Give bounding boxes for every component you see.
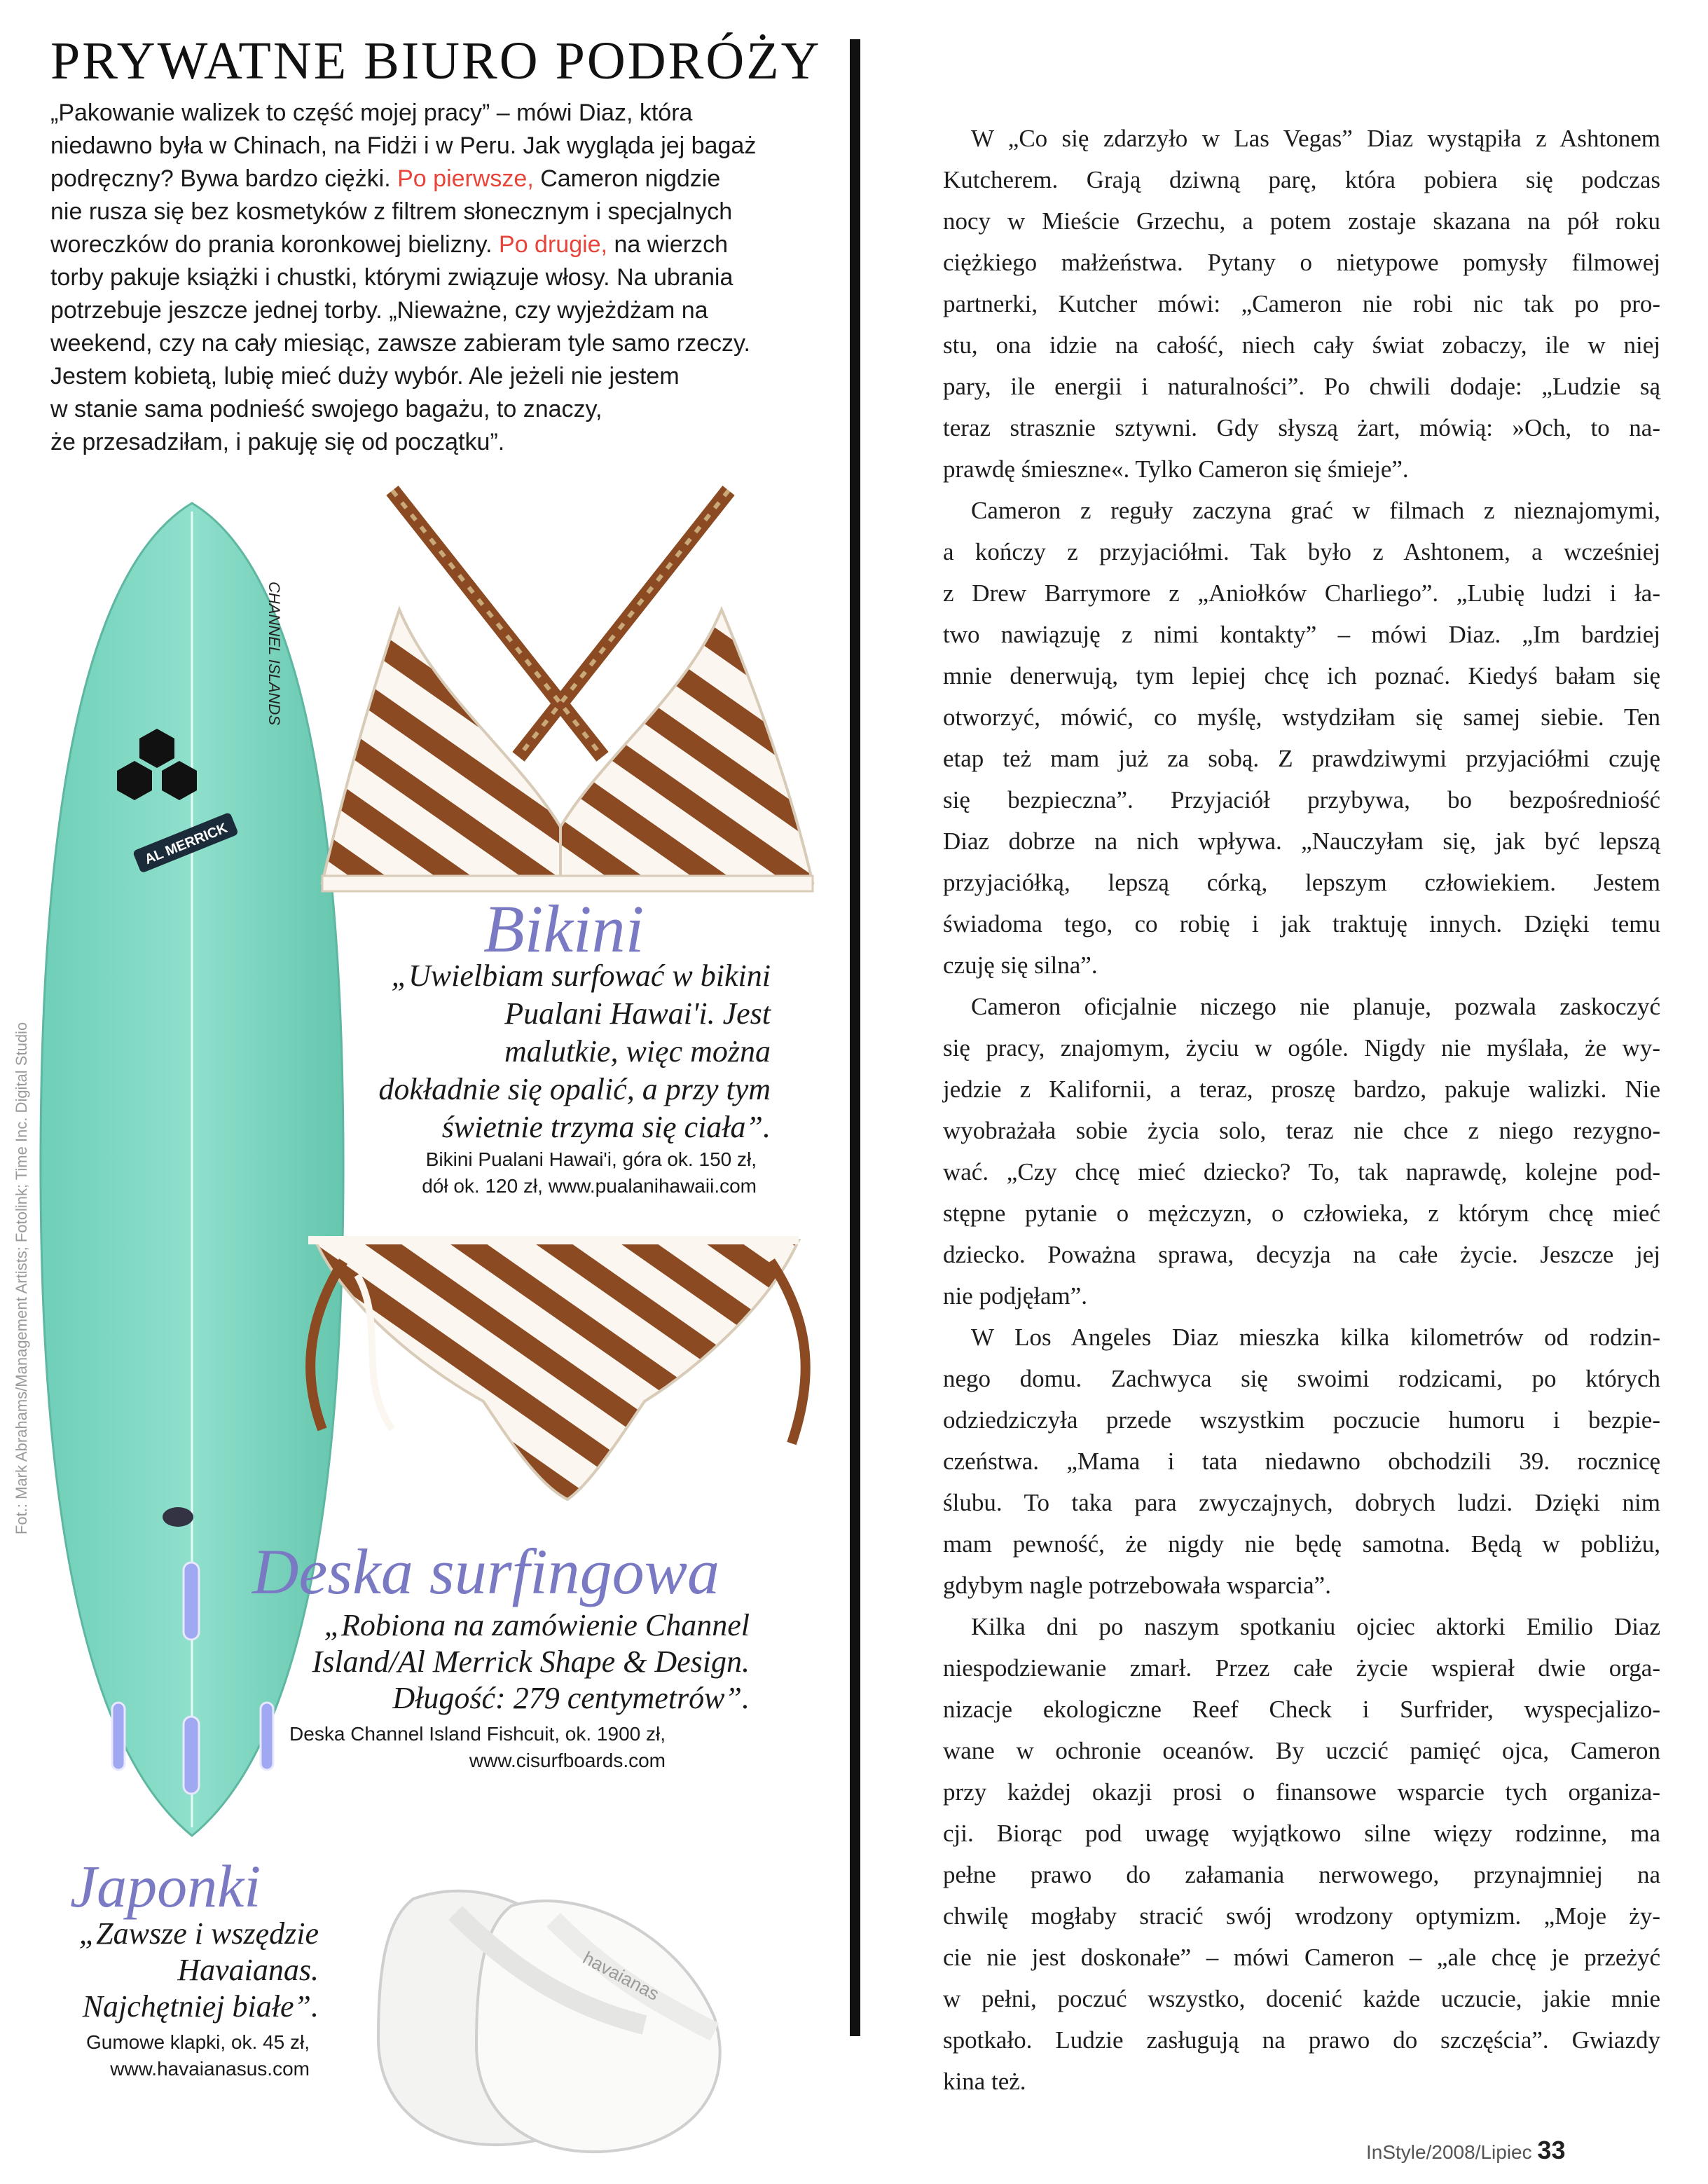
article-line: nie podjęłam”. <box>943 1282 1088 1310</box>
intro-line <box>50 360 807 393</box>
flipflops-title: Japonki <box>70 1853 261 1920</box>
bikini-top-image <box>308 462 841 897</box>
article-line: prawdę śmieszne«. Tylko Cameron się śmieje”. <box>943 455 1409 483</box>
text-line: malutkie, więc można <box>504 1034 771 1069</box>
article-line: się pracy, znajomym, życiu w ogóle. Nigdy nie myślała, że wy- <box>943 1034 1660 1062</box>
article-line: Cameron z reguły zaczyna grać w filmach z nieznajomymi, <box>971 497 1660 524</box>
article-line: otworzyć, mówić, co myślę, wstydziłam się samej siebie. Ten <box>943 703 1660 731</box>
article-line: czeństwa. „Mama i tata niedawno obchodzili 39. rocznicę <box>943 1448 1660 1475</box>
intro-line <box>50 393 807 426</box>
article-line: ślubu. To taka para zwyczajnych, dobrych ludzi. Dzięki nim <box>943 1489 1660 1516</box>
board-brand-text: CHANNEL ISLANDS <box>266 582 283 725</box>
article-line: w pełni, poczuć wszystko, docenić każde uczucie, jakie mnie <box>943 1985 1660 2012</box>
intro-text: na wierzch <box>607 231 728 258</box>
intro-line <box>50 195 807 228</box>
article-line: mnie denerwują, tym lepiej chcę ich poznać. Kiedyś bałam się <box>943 662 1660 689</box>
intro-line <box>50 327 807 360</box>
article-line: dziecko. Poważna sprawa, decyzja na całe życie. Jeszcze jej <box>943 1241 1660 1268</box>
article-line: two nawiązuję z nimi kontakty” – mówi Diaz. „Im bardziej <box>943 621 1660 648</box>
board-merrick-text: AL MERRICK <box>142 820 230 868</box>
intro-text: Cameron nigdzie <box>533 165 721 192</box>
article-line: stępne pytanie o mężczyzn, o człowieka, z którym chcę mieć <box>943 1200 1660 1227</box>
text-line: „Zawsze i wszędzie <box>78 1916 319 1951</box>
article-line: Cameron oficjalnie niczego nie planuje, pozwala zaskoczyć <box>971 993 1660 1020</box>
footer-magazine: InStyle <box>1366 2141 1426 2163</box>
text-line: Island/Al Merrick Shape & Design. <box>312 1644 750 1679</box>
article-line: partnerki, Kutcher mówi: „Cameron nie robi nic tak po pro- <box>943 290 1660 317</box>
intro-line <box>50 163 807 195</box>
article-line: niespodziewanie zmarł. Przez całe życie wspierał dwie orga- <box>943 1654 1660 1682</box>
article-line: wać. „Czy chcę mieć dziecko? To, tak naprawdę, kolejne pod- <box>943 1158 1660 1186</box>
intro-highlight: Po pierwsze, <box>397 165 534 192</box>
article-body <box>943 118 1660 2102</box>
bikini-caption <box>336 1146 757 1200</box>
article-line: ciężkiego małżeństwa. Pytany o nietypowe pomysły filmowej <box>943 249 1660 276</box>
footer-year: 2008 <box>1431 2141 1475 2163</box>
text-line: Długość: 279 centymetrów”. <box>392 1681 750 1715</box>
article-line: świadoma tego, co robię i jak traktuję innych. Dzięki temu <box>943 910 1660 938</box>
surfboard-quote <box>266 1607 750 1717</box>
column-divider <box>850 39 860 2036</box>
flipflops-strap-text: havaianas <box>579 1946 663 2005</box>
sidebar-intro <box>50 97 807 459</box>
text-line: „Robiona na zamówienie Channel <box>324 1608 750 1642</box>
intro-line <box>50 130 807 163</box>
article-line: chwilę mogłaby stracić swój wrodzony optymizm. „Moje ży- <box>943 1902 1660 1930</box>
text-line: Najchętniej białe”. <box>82 1989 319 2024</box>
flipflops-quote <box>42 1916 319 2025</box>
text-line: www.havaianasus.com <box>110 2058 310 2080</box>
text-line: Havaianas. <box>177 1953 319 1987</box>
article-line: cji. Biorąc pod uwagę wyjątkowo silne więzy rodzinne, ma <box>943 1820 1660 1847</box>
flipflops-caption <box>42 2029 310 2082</box>
article-line: Kutcherem. Grają dziwną parę, która pobiera się podczas <box>943 166 1660 193</box>
intro-line <box>50 426 807 459</box>
article-line: Kilka dni po naszym spotkaniu ojciec aktorki Emilio Diaz <box>971 1613 1660 1640</box>
intro-text: „Pakowanie walizek to część mojej pracy” – mówi Diaz, która <box>50 99 693 126</box>
article-line: gdybym nagle potrzebowała wsparcia”. <box>943 1572 1331 1599</box>
article-line: wyobrażała sobie życia solo, teraz nie chce z niego rezygno- <box>943 1117 1660 1144</box>
article-line: pary, ile energii i naturalności”. Po chwili dodaje: „Ludzie są <box>943 373 1660 400</box>
article-line: teraz strasznie sztywni. Gdy słyszą żart, mówią: »Och, to na- <box>943 414 1660 441</box>
article-line: etap też mam już za sobą. Z prawdziwymi przyjaciółmi czuję <box>943 745 1660 772</box>
text-line: dół ok. 120 zł, www.pualanihawaii.com <box>422 1175 757 1197</box>
intro-text: podręczny? Bywa bardzo ciężki. <box>50 165 398 192</box>
text-line: Pualani Hawai'i. Jest <box>504 996 771 1031</box>
article-line: kina też. <box>943 2068 1026 2095</box>
article-line: pełne prawo do załamania nerwowego, przynajmniej na <box>943 1861 1660 1888</box>
article-line: mam pewność, że nigdy nie będę samotna. Będą w pobliżu, <box>943 1530 1660 1558</box>
intro-text: Jestem kobietą, lubię mieć duży wybór. Ale jeżeli nie jestem <box>50 363 680 390</box>
article-line: W Los Angeles Diaz mieszka kilka kilometrów od rodzin- <box>971 1324 1660 1351</box>
article-line: się bezpieczna”. Przyjaciół przybywa, bo bezpośredniość <box>943 786 1660 813</box>
surfboard-title: Deska surfingowa <box>252 1536 719 1607</box>
article-line: nizacje ekologiczne Reef Check i Surfrider, wyspecjalizo- <box>943 1696 1660 1723</box>
text-line: Deska Channel Island Fishcuit, ok. 1900 zł, <box>289 1723 666 1745</box>
article-line: z Drew Barrymore z „Aniołków Charliego”. „Lubię ludzi i ła- <box>943 579 1660 607</box>
article-line: a kończy z przyjaciółmi. Tak było z Ashtonem, a wcześniej <box>943 538 1660 565</box>
intro-text: w stanie sama podnieść swojego bagażu, to znaczy, <box>50 396 602 423</box>
intro-text: weekend, czy na cały miesiąc, zawsze zabieram tyle samo rzeczy. <box>50 330 750 357</box>
article-line: spotkało. Ludzie zasługują na prawo do szczęścia”. Gwiazdy <box>943 2026 1660 2054</box>
svg-text:Fot.: Mark Abrahams/Management: Fot.: Mark Abrahams/Management Artists; Fotolink; Time Inc. Digital Studio <box>13 1022 30 1534</box>
photo-credit <box>7 834 35 1534</box>
page-number: 33 <box>1537 2136 1566 2164</box>
intro-line <box>50 228 807 261</box>
article-line: cie nie jest doskonałe” – mówi Cameron – „ale chcę je przeżyć <box>943 1944 1660 1971</box>
intro-highlight: Po drugie, <box>499 231 608 258</box>
article-line: wane w ochronie oceanów. By uczcić pamięć ojca, Cameron <box>943 1737 1660 1764</box>
flipflops-image <box>350 1857 841 2179</box>
article-line: jedzie z Kalifornii, a teraz, proszę bardzo, pakuje walizki. Nie <box>943 1076 1660 1103</box>
article-line: W „Co się zdarzyło w Las Vegas” Diaz wystąpiła z Ashtonem <box>971 125 1660 152</box>
bikini-bottom-image <box>280 1219 827 1513</box>
article-line: nego domu. Zachwyca się swoimi rodzicami, po których <box>943 1365 1660 1392</box>
page-footer: InStyle/2008/Lipiec 33 <box>1366 2136 1566 2164</box>
article-line: stu, ona idzie na całość, niech cały świat zobaczy, ile w niej <box>943 331 1660 359</box>
intro-text: woreczków do prania koronkowej bielizny. <box>50 231 500 258</box>
bikini-title: Bikini <box>483 891 645 966</box>
footer-month: Lipiec <box>1480 2141 1532 2163</box>
article-line: nocy w Mieście Grzechu, a potem zostaje skazana na pół roku <box>943 207 1660 235</box>
article-line: czuję się silna”. <box>943 952 1098 979</box>
intro-line <box>50 261 807 294</box>
article-line: Diaz dobrze na nich wpływa. „Nauczyłam się, jak być lepszą <box>943 827 1660 855</box>
text-line: www.cisurfboards.com <box>469 1750 666 1771</box>
surfboard-caption <box>266 1721 666 1774</box>
intro-text: niedawno była w Chinach, na Fidżi i w Peru. Jak wygląda jej bagaż <box>50 132 757 159</box>
bikini-quote <box>336 957 771 1146</box>
intro-text: nie rusza się bez kosmetyków z filtrem słonecznym i specjalnych <box>50 198 733 225</box>
sidebar-title: PRYWATNE BIURO PODRÓŻY <box>50 32 822 90</box>
article-line: odziedziczyła przede wszystkim poczucie humoru i bezpie- <box>943 1406 1660 1434</box>
text-line: świetnie trzyma się ciała”. <box>441 1110 771 1144</box>
intro-text: że przesadziłam, i pakuję się od początku”. <box>50 429 505 455</box>
intro-line <box>50 97 807 130</box>
intro-text: torby pakuje książki i chustki, którymi związuje włosy. Na ubrania <box>50 264 734 291</box>
text-line: „Uwielbiam surfować w bikini <box>391 959 771 993</box>
text-line: dokładnie się opalić, a przy tym <box>378 1072 771 1106</box>
intro-line <box>50 294 807 327</box>
intro-text: potrzebuje jeszcze jednej torby. „Nieważne, czy wyjeżdżam na <box>50 297 708 324</box>
article-line: przyjaciółką, lepszą córką, lepszym człowiekiem. Jestem <box>943 869 1660 896</box>
article-line: przy każdej okazji prosi o finansowe wsparcie tych organiza- <box>943 1778 1660 1806</box>
text-line: Bikini Pualani Hawai'i, góra ok. 150 zł, <box>425 1148 757 1170</box>
text-line: Gumowe klapki, ok. 45 zł, <box>85 2031 310 2053</box>
